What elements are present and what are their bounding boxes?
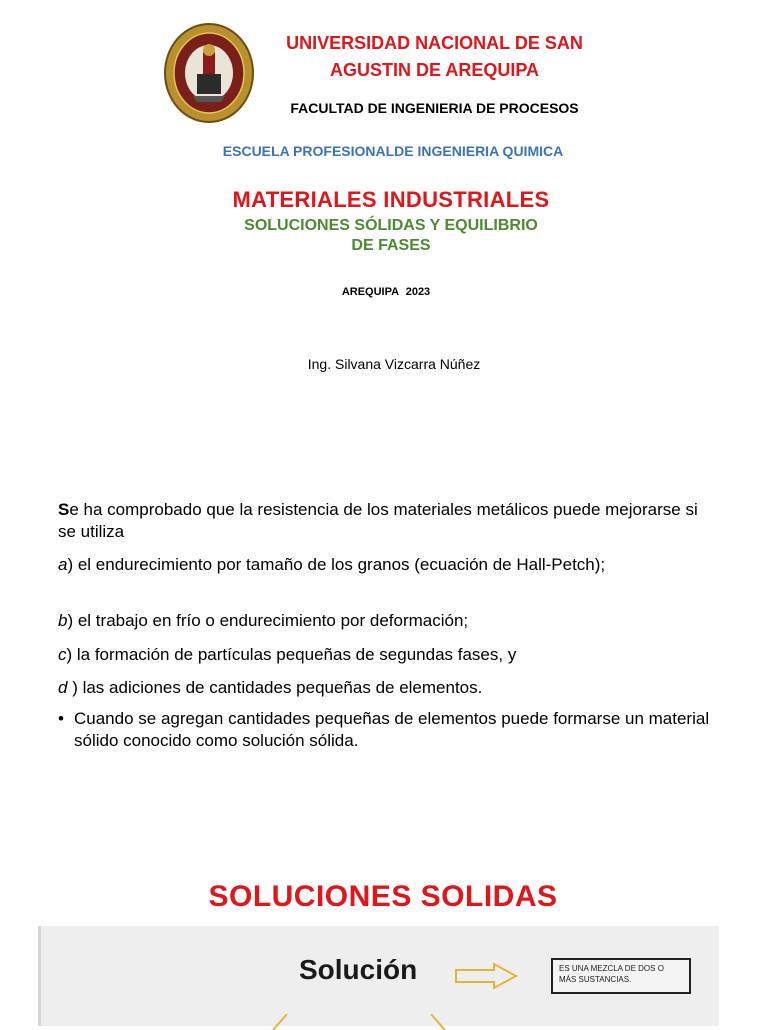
arrow-right-icon [454, 962, 518, 990]
content-slide [0, 470, 768, 850]
author-name: Ing. Silvana Vizcarra Núñez [307, 356, 481, 372]
bullet-item [58, 708, 724, 752]
item-d-text: ) las adiciones de cantidades pequeñas de elementos. [67, 678, 483, 697]
item-a-letter: a [58, 555, 68, 574]
intro-text: e ha comprobado que la resistencia de los materiales metálicos puede mejorarse si se utiliza [58, 500, 698, 541]
item-d [58, 677, 718, 699]
university-seal-logo [163, 22, 255, 124]
intro-initial: S [58, 500, 70, 519]
university-line-2: AGUSTIN DE AREQUIPA [329, 60, 539, 80]
topic-line-1: SOLUCIONES SÓLIDAS Y EQUILIBRIO [244, 217, 538, 234]
diagram-word: Solución [299, 954, 418, 985]
solutions-title: SOLUCIONES SOLIDAS [208, 880, 558, 913]
course-title: MATERIALES INDUSTRIALES [232, 187, 550, 212]
item-a-text: ) el endurecimiento por tamaño de los granos (ecuación de Hall-Petch); [67, 555, 606, 574]
definition-box: ES UNA MEZCLA DE DOS O MÁS SUSTANCIAS. [551, 958, 691, 994]
faculty-name: FACULTAD DE INGENIERIA DE PROCESOS [290, 100, 579, 116]
solution-diagram [38, 926, 719, 1026]
item-b-letter: b [58, 611, 68, 630]
topic-line-2: DE FASES [351, 237, 431, 254]
university-name [262, 30, 607, 84]
university-line-1: UNIVERSIDAD NACIONAL DE SAN [286, 33, 583, 53]
school-name: ESCUELA PROFESIONALDE INGENIERIA QUIMICA [222, 143, 564, 159]
item-d-letter: d [58, 678, 68, 697]
bullet-dot-icon: • [58, 709, 64, 728]
bullet-text: Cuando se agregan cantidades pequeñas de elementos puede formarse un material sólido conocido como solución sólida. [74, 709, 710, 750]
cover-slide [0, 0, 768, 470]
item-c [58, 644, 718, 666]
branch-left-arrow-icon [267, 1014, 291, 1030]
topic-subtitle [0, 216, 768, 256]
place-year: AREQUIPA 2023 [341, 286, 431, 298]
item-b [58, 610, 718, 632]
item-c-letter: c [58, 645, 67, 664]
item-c-text: ) la formación de partículas pequeñas de segundas fases, y [66, 645, 517, 664]
intro-paragraph [58, 499, 718, 543]
solutions-slide [0, 850, 768, 1024]
item-b-text: ) el trabajo en frío o endurecimiento por deformación; [67, 611, 469, 630]
branch-right-arrow-icon [427, 1014, 451, 1030]
item-a [58, 554, 718, 576]
